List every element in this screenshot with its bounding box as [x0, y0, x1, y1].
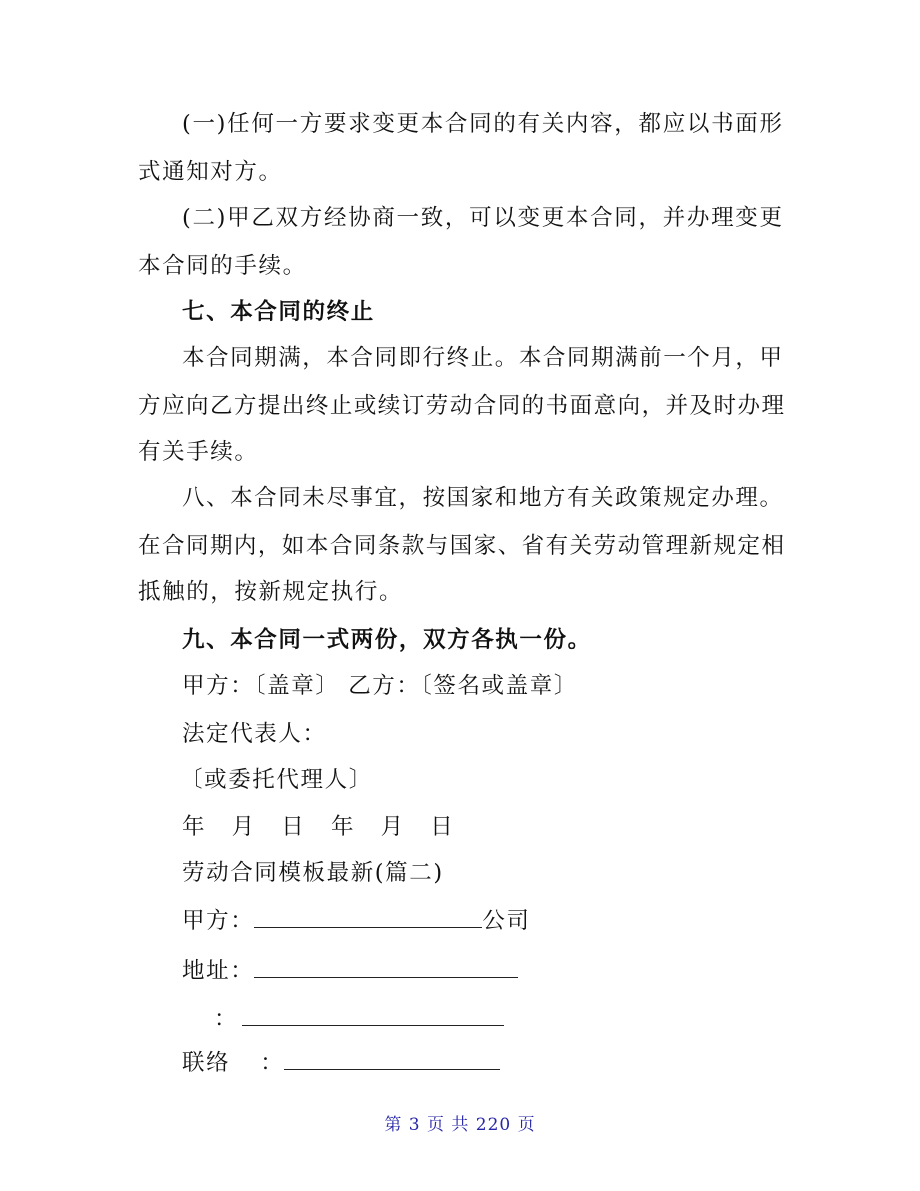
address-field — [182, 955, 518, 986]
unlabeled-field — [214, 1003, 504, 1034]
authorized-agent-line: 〔或委托代理人〕 — [180, 767, 373, 793]
paragraph-line: 式通知对方。 — [138, 159, 283, 185]
paragraph-line: 方应向乙方提出终止或续订劳动合同的书面意向，并及时办理 — [138, 393, 784, 419]
paragraph-line: 本合同的手续。 — [138, 253, 307, 279]
section-heading: 七、本合同的终止 — [182, 299, 375, 325]
party-a-field — [182, 905, 531, 936]
contact-label: 联络 — [182, 1050, 231, 1076]
paragraph-line: 抵触的，按新规定执行。 — [138, 579, 404, 605]
section-title: 劳动合同模板最新(篇二) — [182, 860, 444, 886]
signature-parties-line: 甲方：〔盖章〕 乙方：〔签名或盖章〕 — [182, 673, 578, 699]
paragraph-line: 在合同期内，如本合同条款与国家、省有关劳动管理新规定相 — [138, 533, 784, 559]
paragraph-line: 有关手续。 — [138, 439, 259, 465]
party-a-suffix: 公司 — [482, 908, 531, 934]
contact-colon: ： — [260, 1050, 285, 1076]
contact-blank — [284, 1047, 500, 1070]
unlabeled-blank — [242, 1003, 504, 1026]
contact-field — [182, 1047, 500, 1078]
date-line: 年 月 日 年 月 日 — [182, 814, 463, 840]
paragraph-line: 八、本合同未尽事宜，按国家和地方有关政策规定办理。 — [182, 485, 782, 511]
address-label: 地址： — [182, 958, 255, 984]
legal-representative-line: 法定代表人： — [182, 721, 327, 747]
page-footer: 第 3 页 共 220 页 — [384, 1115, 536, 1135]
unlabeled-colon: ： — [214, 1006, 239, 1032]
party-a-label: 甲方： — [182, 908, 255, 934]
paragraph-line: (一)任何一方要求变更本合同的有关内容，都应以书面形 — [182, 111, 782, 137]
address-blank — [254, 955, 518, 978]
party-a-blank — [254, 905, 482, 928]
paragraph-line: (二)甲乙双方经协商一致，可以变更本合同，并办理变更 — [182, 205, 782, 231]
paragraph-line: 本合同期满，本合同即行终止。本合同期满前一个月，甲 — [182, 345, 782, 371]
section-heading: 九、本合同一式两份，双方各执一份。 — [182, 627, 592, 653]
